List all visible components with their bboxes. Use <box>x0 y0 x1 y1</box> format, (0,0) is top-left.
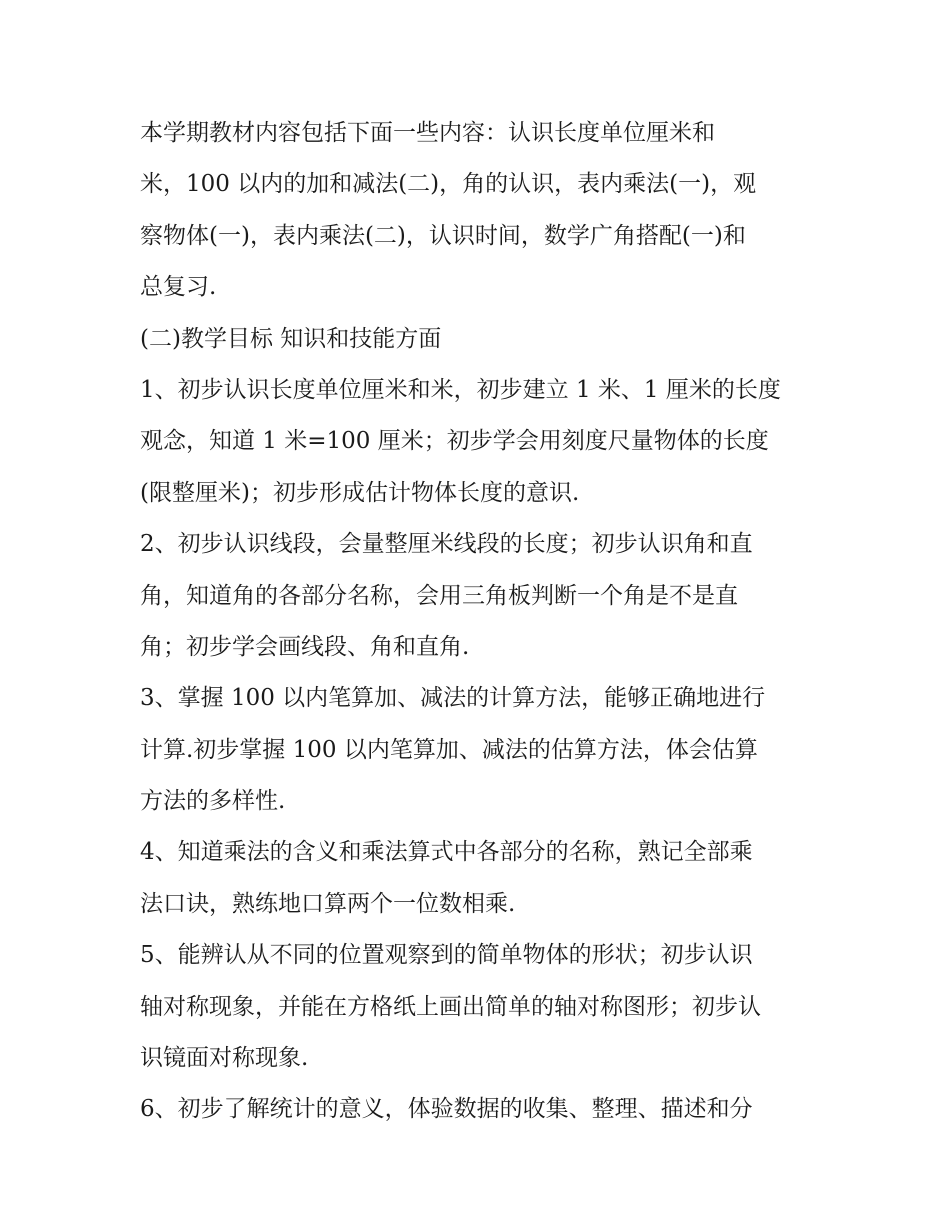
text-line: 本学期教材内容包括下面一些内容：认识长度单位厘米和 <box>140 120 715 146</box>
text-line: 4、知道乘法的含义和乘法算式中各部分的名称，熟记全部乘 <box>140 839 753 866</box>
text-line: 5、能辨认从不同的位置观察到的简单物体的形状；初步认识 <box>140 942 753 969</box>
text-line: 观念，知道 1 米=100 厘米；初步学会用刻度尺量物体的长度 <box>140 428 769 455</box>
text-line: 方法的多样性. <box>140 788 286 815</box>
section-heading: (二)教学目标 知识和技能方面 <box>140 325 442 352</box>
text-line: 总复习. <box>140 274 217 301</box>
document-body <box>140 108 820 1136</box>
text-line: 角；初步学会画线段、角和直角. <box>140 633 470 660</box>
text-line: 角，知道角的各部分名称，会用三角板判断一个角是不是直 <box>140 582 738 609</box>
text-line: 2、初步认识线段，会量整厘米线段的长度；初步认识角和直 <box>140 531 753 558</box>
text-line: 识镜面对称现象. <box>140 1045 309 1072</box>
text-line: (限整厘米)；初步形成估计物体长度的意识. <box>140 479 580 506</box>
text-line: 计算.初步掌握 100 以内笔算加、减法的估算方法，体会估算 <box>140 736 758 763</box>
text-line: 察物体(一)，表内乘法(二)，认识时间，数学广角搭配(一)和 <box>140 222 746 249</box>
text-line: 法口诀，熟练地口算两个一位数相乘. <box>140 890 516 917</box>
text-line: 1、初步认识长度单位厘米和米，初步建立 1 米、1 厘米的长度 <box>140 376 781 403</box>
text-line: 6、初步了解统计的意义，体验数据的收集、整理、描述和分 <box>140 1096 753 1123</box>
text-line: 3、掌握 100 以内笔算加、减法的计算方法，能够正确地进行 <box>140 685 766 712</box>
text-line: 轴对称现象，并能在方格纸上画出简单的轴对称图形；初步认 <box>140 993 761 1020</box>
text-line: 米，100 以内的加和减法(二)，角的认识，表内乘法(一)，观 <box>140 171 757 198</box>
